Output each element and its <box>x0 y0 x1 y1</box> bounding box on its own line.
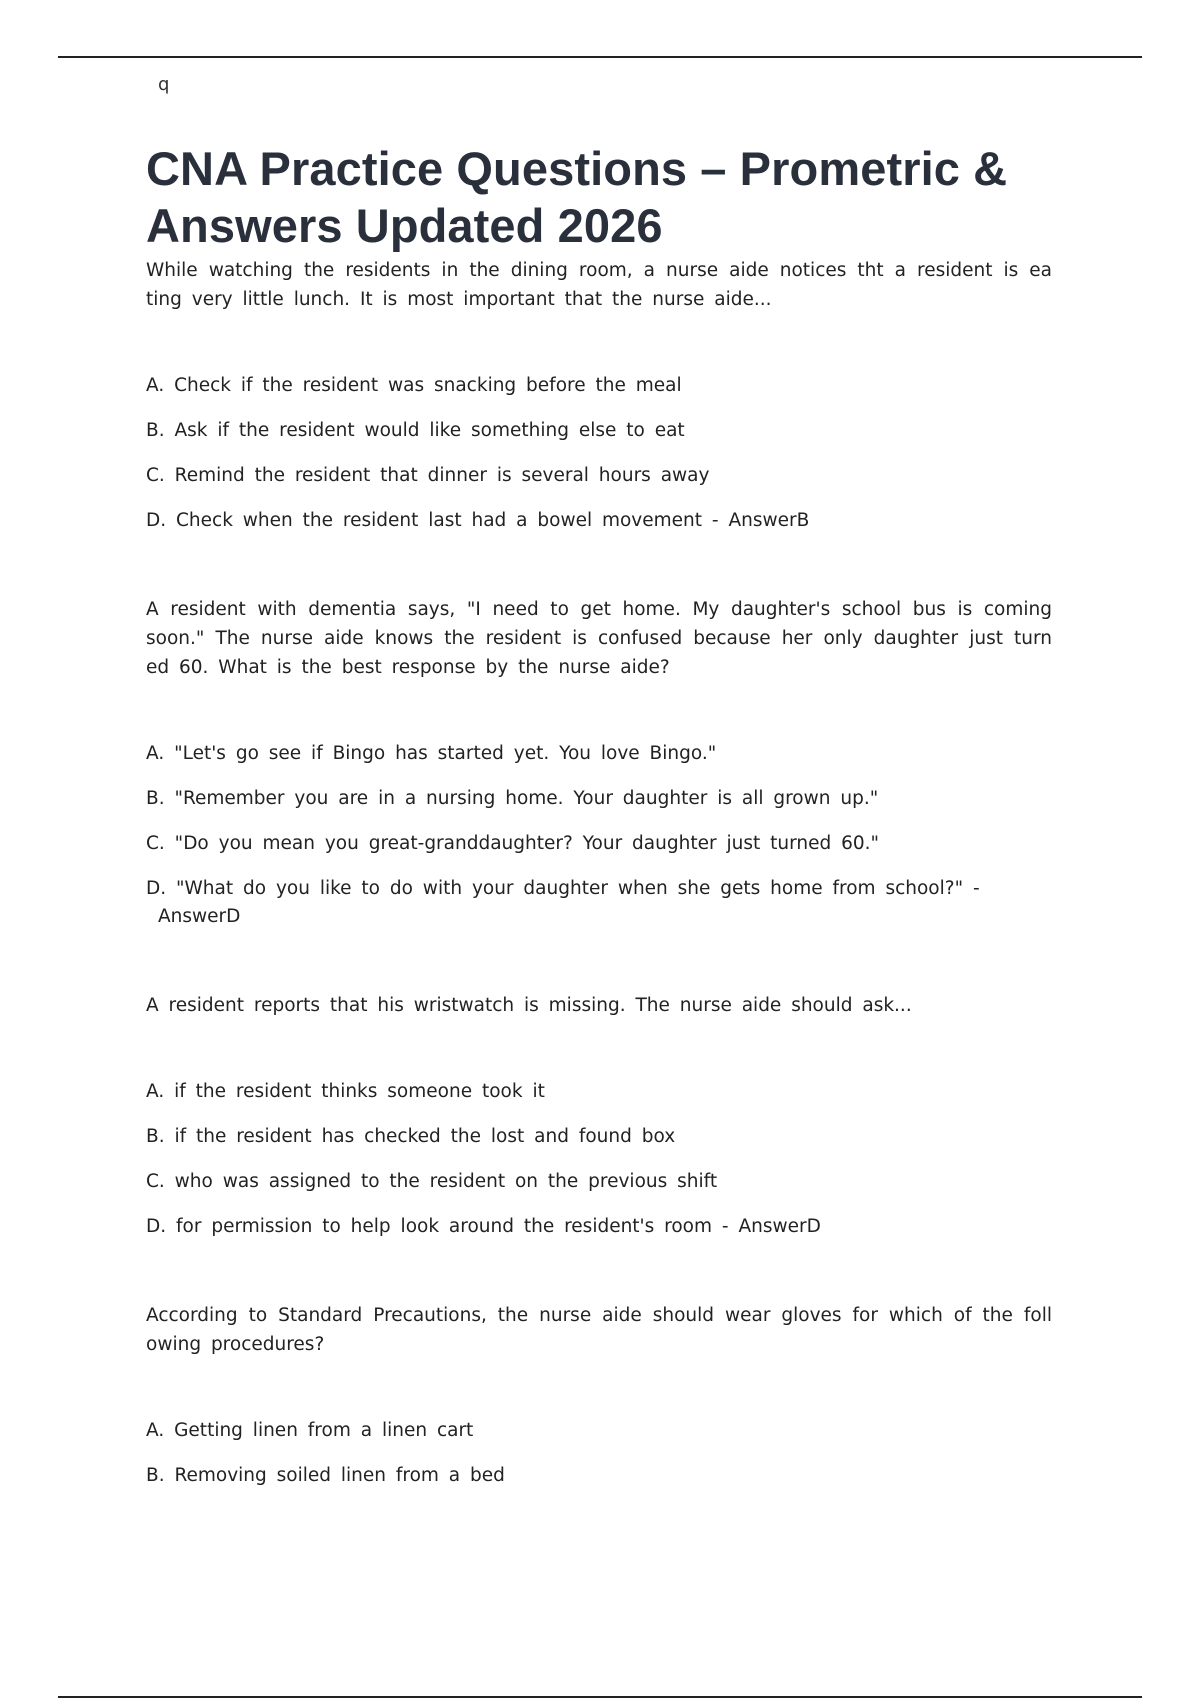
answer-options <box>146 372 1052 535</box>
question-block <box>146 1301 1052 1490</box>
document-body <box>146 140 1052 1490</box>
question-prompt: According to Standard Precautions, the nurse aide should wear gloves for which of the foll owing procedures? <box>146 1305 1052 1355</box>
question-prompt: A resident reports that his wristwatch is missing. The nurse aide should ask... <box>146 995 912 1016</box>
answer-option: C. Remind the resident that dinner is several hours away <box>146 465 710 486</box>
bottom-rule <box>58 1696 1142 1698</box>
question-block <box>146 595 1052 931</box>
answer-option-text: D. "What do you like to do with your daughter when she gets home from school?" - <box>146 878 980 899</box>
answer-options <box>146 1078 1052 1241</box>
answer-option: A. Check if the resident was snacking before the meal <box>146 375 682 396</box>
answer-options <box>146 740 1052 931</box>
answer-option: A. if the resident thinks someone took it <box>146 1081 545 1102</box>
answer-option: B. Removing soiled linen from a bed <box>146 1465 505 1486</box>
answer-option: A. "Let's go see if Bingo has started yet. You love Bingo." <box>146 743 717 764</box>
question-block <box>146 991 1052 1241</box>
answer-option: B. if the resident has checked the lost and found box <box>146 1126 676 1147</box>
answer-option: C. "Do you mean you great-granddaughter? Your daughter just turned 60." <box>146 833 880 854</box>
question-block <box>146 256 1052 535</box>
answer-key: AnswerD <box>158 906 241 927</box>
answer-option: B. "Remember you are in a nursing home. Your daughter is all grown up." <box>146 788 879 809</box>
answer-option <box>146 875 1052 931</box>
question-prompt: A resident with dementia says, "I need to get home. My daughter's school bus is coming soon." The nurse aide knows the resident is confused because her only daughter just turn ed 60. What is the best response by the nurse aide? <box>146 599 1052 678</box>
answer-option: A. Getting linen from a linen cart <box>146 1420 474 1441</box>
answer-option: D. Check when the resident last had a bowel movement - AnswerB <box>146 510 810 531</box>
top-rule <box>58 56 1142 58</box>
answer-options <box>146 1417 1052 1490</box>
question-prompt: While watching the residents in the dining room, a nurse aide notices tht a resident is ea ting very little lunch. It is most important that the nurse aide... <box>146 260 1052 310</box>
answer-option: D. for permission to help look around the resident's room - AnswerD <box>146 1216 821 1237</box>
page-mark: q <box>158 74 170 95</box>
answer-option: B. Ask if the resident would like something else to eat <box>146 420 685 441</box>
answer-option: C. who was assigned to the resident on the previous shift <box>146 1171 718 1192</box>
document-title: CNA Practice Questions – Prometric & Answers Updated 2026 <box>146 142 1008 252</box>
